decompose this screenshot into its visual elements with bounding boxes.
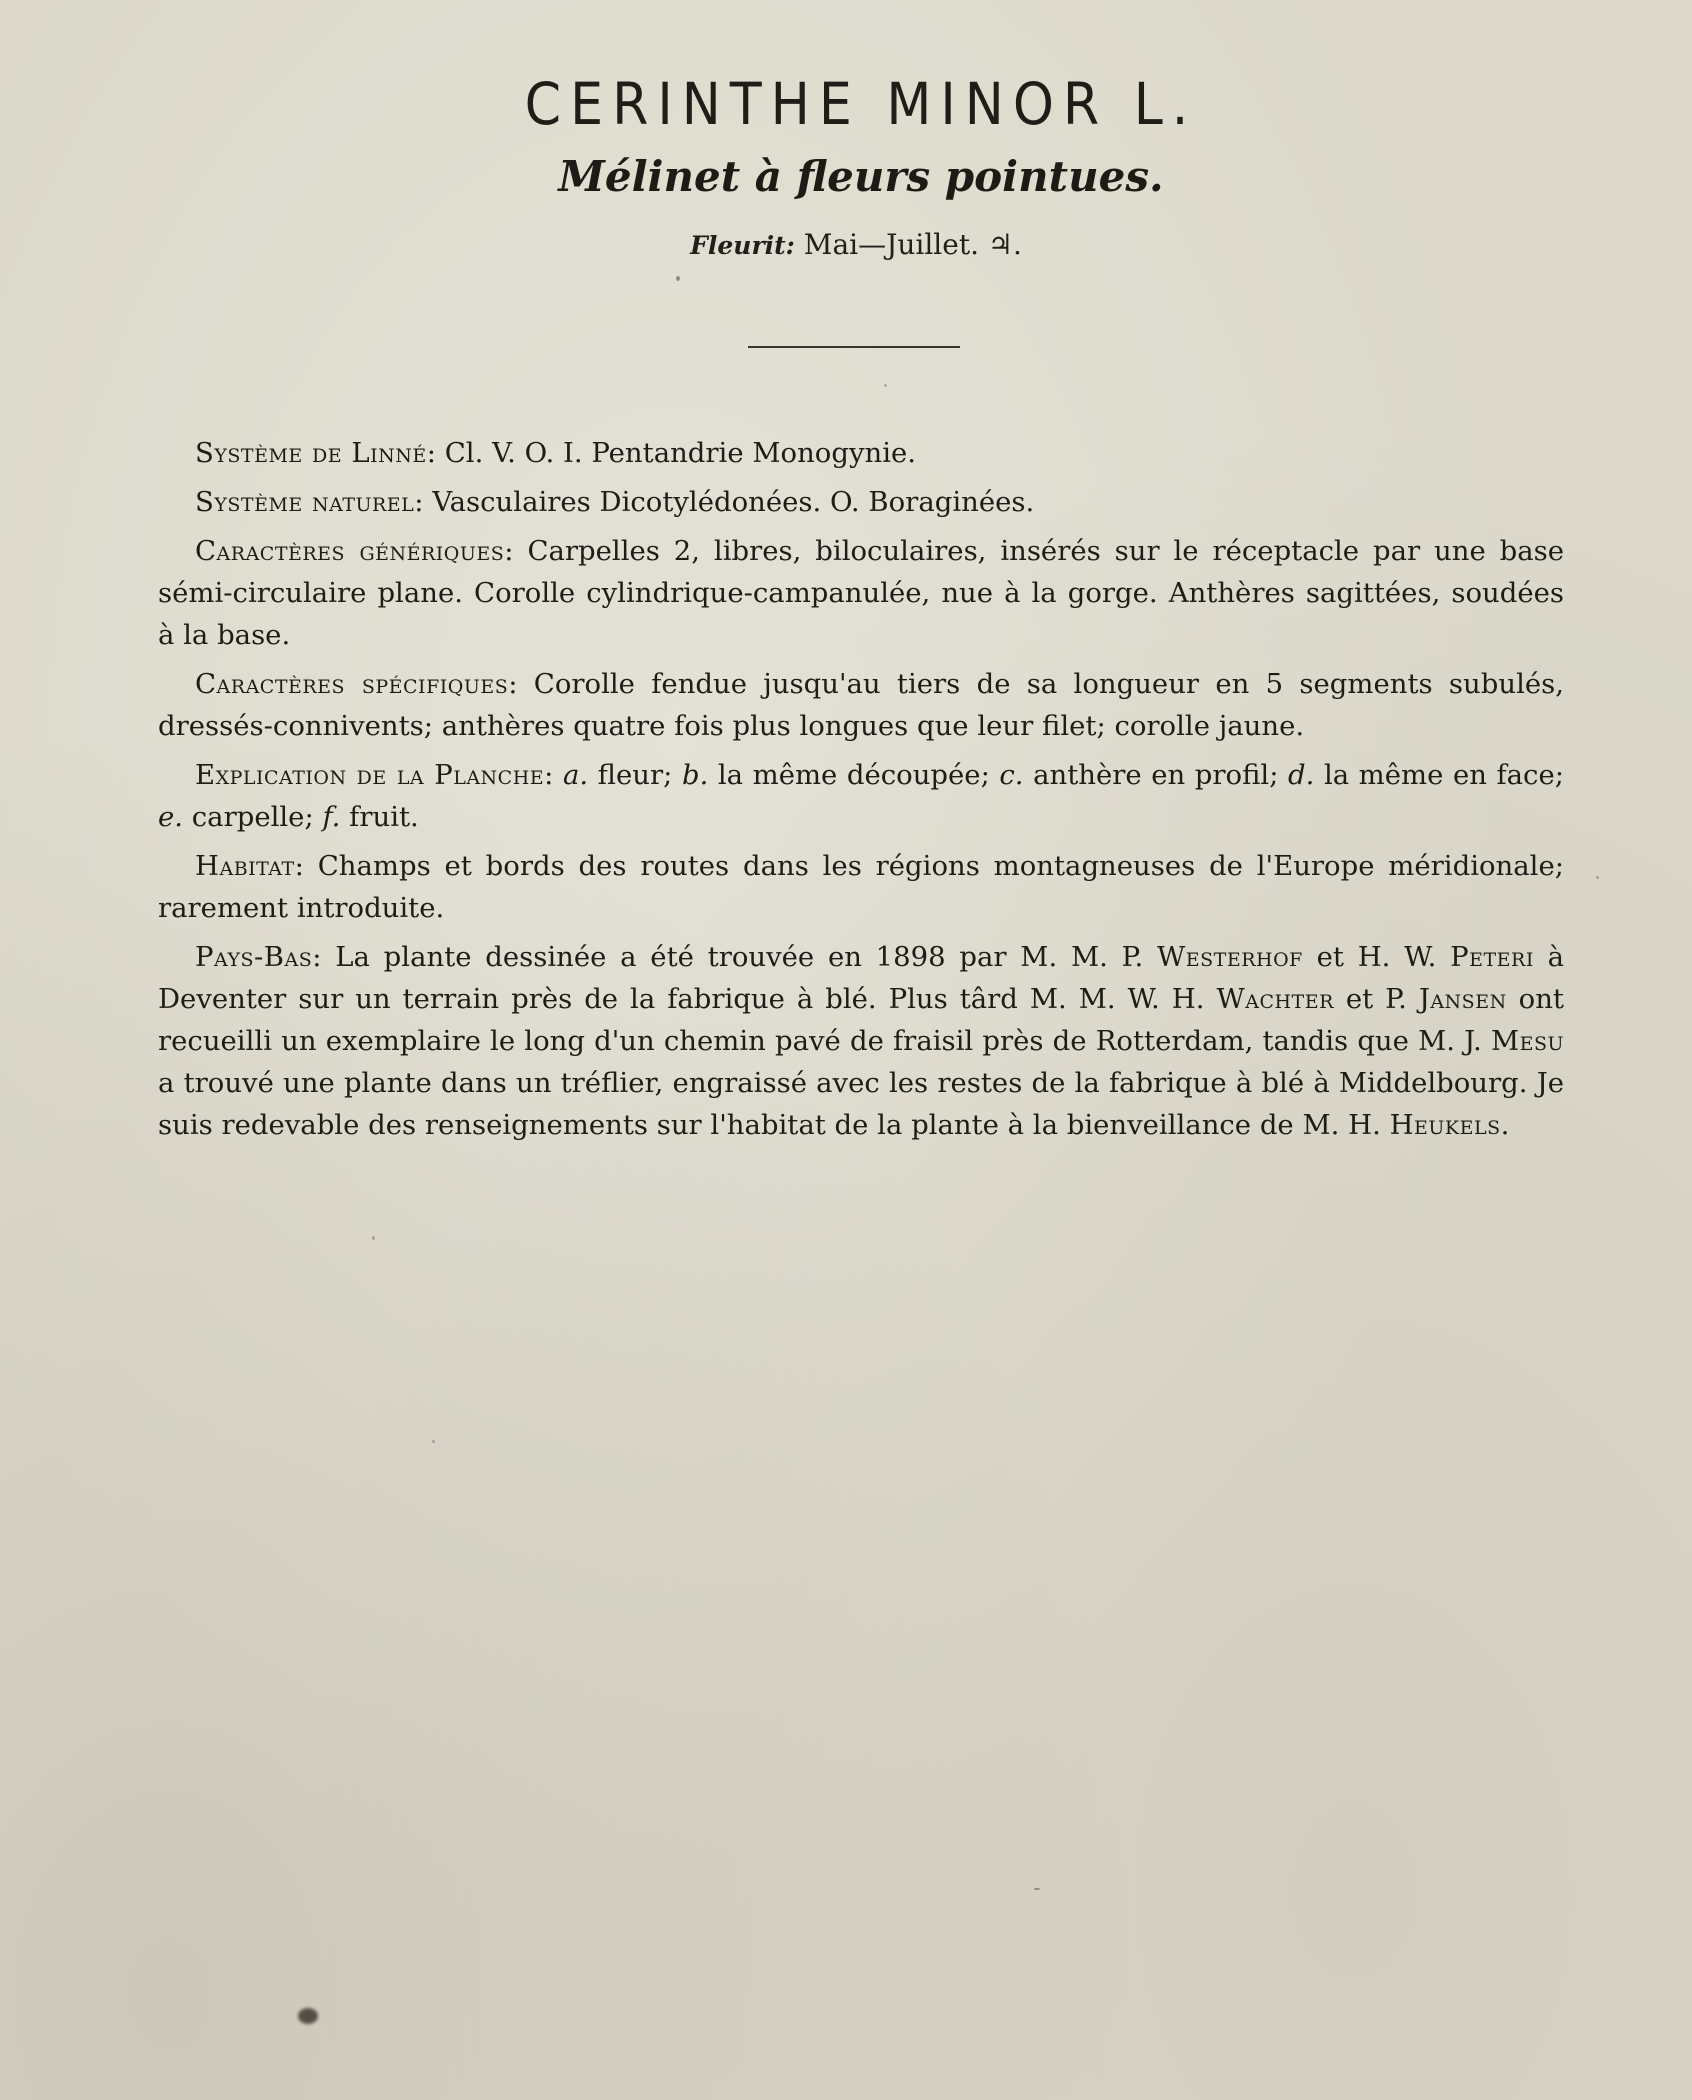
section-label: Système naturel	[195, 486, 415, 518]
paper-speck	[372, 1236, 375, 1240]
figure-text-b: la même découpée;	[708, 759, 1000, 791]
person-name: Mesu	[1490, 1025, 1564, 1057]
paragraph-explication	[158, 754, 1564, 838]
section-label: Habitat	[195, 850, 295, 882]
page-title: CERINTHE MINOR L.	[524, 70, 1198, 138]
figure-key-e: e.	[158, 801, 184, 833]
label-separator: :	[508, 668, 534, 700]
figure-key-c: c.	[999, 759, 1024, 791]
label-separator: :	[544, 759, 563, 791]
figure-key-f: f.	[322, 801, 341, 833]
section-text: .	[1500, 1109, 1510, 1141]
label-separator: :	[312, 941, 336, 973]
figure-text-f: fruit.	[340, 801, 419, 833]
section-text: Corolle fendue jusqu'au tiers de sa longueur en 5 segments subulés, dressés-connivents; anthères quatre fois plus longues que leur filet; corolle jaune.	[158, 668, 1564, 742]
section-label: Explication de la Planche	[195, 759, 545, 791]
label-separator: :	[294, 850, 318, 882]
label-separator: :	[504, 535, 528, 567]
paper-speck	[298, 2008, 318, 2024]
figure-text-e: carpelle;	[183, 801, 323, 833]
person-name: Heukels	[1389, 1109, 1501, 1141]
section-label: Pays-Bas	[195, 941, 313, 973]
paper-speck	[1596, 876, 1599, 879]
paragraph-linne	[158, 432, 1564, 474]
person-name: Wachter	[1216, 983, 1334, 1015]
section-text: a trouvé une plante dans un tréflier, engraissé avec les restes de la fabrique à blé à Middelbourg. Je suis redevable des renseignements sur l'habitat de la plante à la bienveillance de M. H.	[158, 1067, 1564, 1141]
paragraph-specifiques	[158, 663, 1564, 747]
section-text: et H. W.	[1302, 941, 1451, 973]
figure-text-d: la même en face;	[1314, 759, 1564, 791]
section-text: Cl. V. O. I. Pentandrie Monogynie.	[444, 437, 916, 469]
section-label: Caractères spécifiques	[195, 668, 509, 700]
person-name: Westerhof	[1157, 941, 1303, 973]
label-separator: :	[414, 486, 433, 518]
divider-rule	[748, 346, 960, 348]
section-text: à Deventer sur un terrain près de la fabrique à blé. Plus târd M. M. W. H.	[158, 941, 1565, 1015]
figure-key-a: a.	[562, 759, 589, 791]
section-label: Caractères génériques	[195, 535, 505, 567]
figure-text-c: anthère en profil;	[1023, 759, 1289, 791]
figure-text-a: fleur;	[588, 759, 682, 791]
person-name: Jansen	[1418, 983, 1507, 1015]
section-text: Champs et bords des routes dans les régions montagneuses de l'Europe méridionale; rarement introduite.	[158, 850, 1564, 924]
paper-speck	[432, 1440, 435, 1443]
paper-speck	[884, 384, 887, 387]
paragraph-generiques	[158, 530, 1564, 656]
label-separator: :	[426, 437, 445, 469]
section-text: et P.	[1333, 983, 1419, 1015]
flowering-line	[0, 228, 1692, 261]
section-text: Vasculaires Dicotylédonées. O. Boraginées.	[432, 486, 1035, 518]
person-name: Peteri	[1450, 941, 1534, 973]
section-text: Carpelles 2, libres, biloculaires, insérés sur le réceptacle par une base sémi-circulaire plane. Corolle cylindrique-campanulée, nue à la gorge. Anthères sagittées, soudées à la base.	[158, 535, 1564, 651]
figure-key-d: d.	[1288, 759, 1315, 791]
description-body	[158, 432, 1564, 1153]
paper-speck	[1034, 1888, 1040, 1890]
flowering-value: Mai—Juillet. ♃.	[794, 228, 1022, 261]
section-label: Système de Linné	[195, 437, 427, 469]
paragraph-habitat	[158, 845, 1564, 929]
paragraph-pays-bas	[158, 936, 1564, 1146]
figure-key-b: b.	[681, 759, 709, 791]
section-text: La plante dessinée a été trouvée en 1898 par M. M. P.	[335, 941, 1158, 973]
section-text: ont recueilli un exemplaire le long d'un chemin pavé de fraisil près de Rotterdam, tandis que M. J.	[158, 983, 1564, 1057]
page-subtitle: Mélinet à fleurs pointues.	[558, 152, 1164, 201]
paper-speck	[676, 276, 680, 281]
paragraph-naturel	[158, 481, 1564, 523]
flowering-label: Fleurit:	[690, 231, 795, 260]
